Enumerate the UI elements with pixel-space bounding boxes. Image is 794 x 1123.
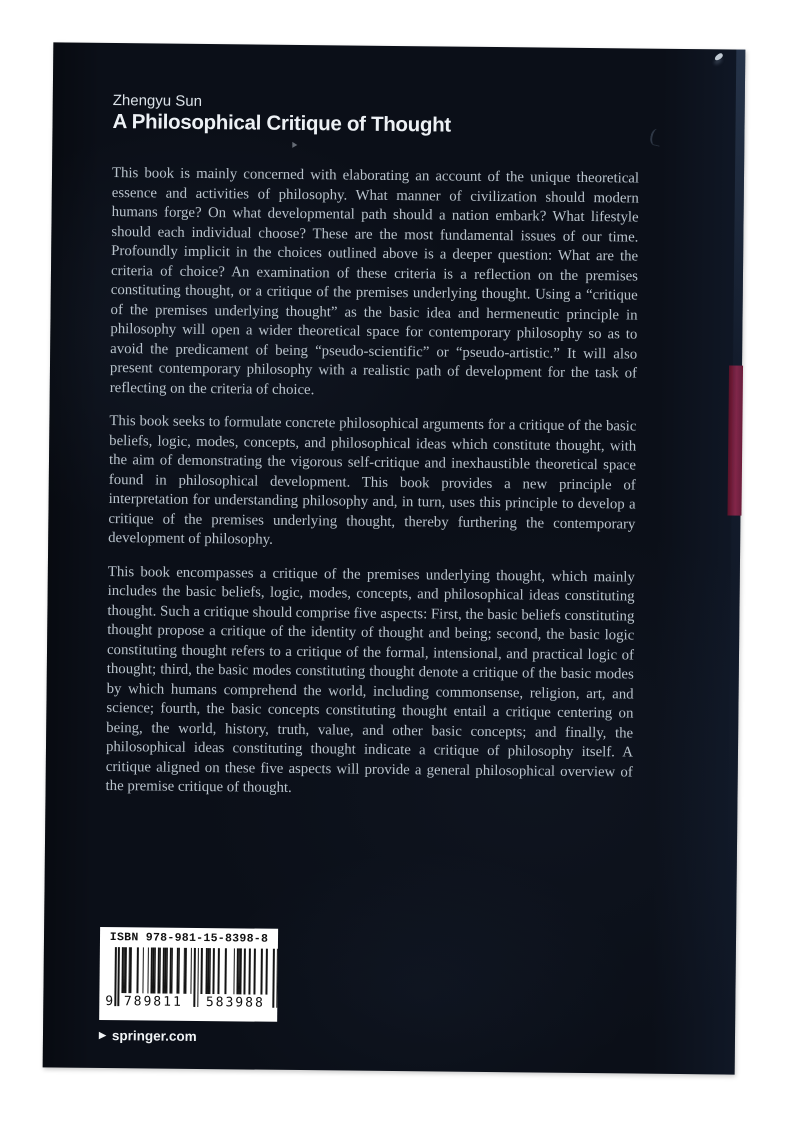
scratch-artifact [649, 128, 663, 147]
print-artifact-pointer [292, 142, 297, 148]
spine-accent-band [727, 365, 743, 515]
barcode-digit-group-left: 789811 [120, 993, 186, 1011]
isbn-number-label: ISBN 978-981-15-8398-8 [109, 931, 269, 946]
barcode-digit-first: 9 [105, 994, 114, 1010]
barcode-digit-group-right: 583988 [202, 994, 268, 1012]
isbn-barcode-box [99, 927, 278, 1022]
publisher-url [99, 1028, 197, 1044]
author-name: Zhengyu Sun [112, 92, 203, 110]
barcode [105, 947, 272, 1015]
blurb-paragraph-2: This book seeks to formulate concrete philosophical arguments for a critique of the basic beliefs, logic, modes, concepts, and philosophical ideas which constitute thought, with the aim of demonstrating the vigorous self-critique and inexhaustible theoretical space found in philosophical development. This book provides a new principle of interpretation for understanding philosophy and, in turn, uses this principle to develop a critique of the premises underlying thought, thereby furthering the contemporary development of philosophy. [108, 413, 637, 548]
book-title: A Philosophical Critique of Thought [112, 110, 452, 137]
book-back-cover [43, 42, 746, 1074]
glare-speck [714, 52, 724, 61]
back-cover-blurb [105, 164, 639, 816]
publisher-url-label: springer.com [111, 1028, 197, 1044]
blurb-paragraph-1: This book is mainly concerned with elaborating an account of the unique theoretical essence and activities of philosophy. What manner of civilization should modern humans forge? On what developmental path should a nation embark? What lifestyle should each individual choose? These are the most fundamental issues of our time. Profoundly implicit in the choices outlined above is a deeper question: What are the criteria of choice? An examination of these criteria is a reflection on the premises constituting thought, or a critique of the premises underlying thought. Using a “critique of the premises underlying thought” as the basic idea and hermeneutic principle in philosophy will open a wider theoretical space for contemporary philosophy so as to avoid the predicament of being “pseudo-scientific” or “pseudo-artistic.” It will also present contemporary philosophy with a realistic path of development for the task of reflecting on the criteria of choice. [109, 165, 640, 398]
barcode-digits [105, 993, 271, 1012]
springer-arrow-icon: ▶ [98, 1029, 106, 1041]
blurb-paragraph-3: This book encompasses a critique of the premises underlying thought, which mainly includes the basic beliefs, logic, modes, concepts, and philosophical ideas constituting thought. Such a critique should comprise five aspects: First, the basic beliefs constituting thought propose a critique of the identity of thought and being; second, the basic logic constituting thought refers to a critique of the formal, intensional, and practical logic of thought; third, the basic modes constituting thought denote a critique of the basic modes by which humans comprehend the world, including commonsense, religion, art, and science; fourth, the basic concepts constituting thought entail a critique centering on being, the world, history, truth, value, and other basic concepts; and finally, the philosophical ideas constituting thought indicate a critique of philosophy itself. A critique aligned on these five aspects will provide a general philosophical overview of the premise critique of thought. [105, 563, 635, 796]
